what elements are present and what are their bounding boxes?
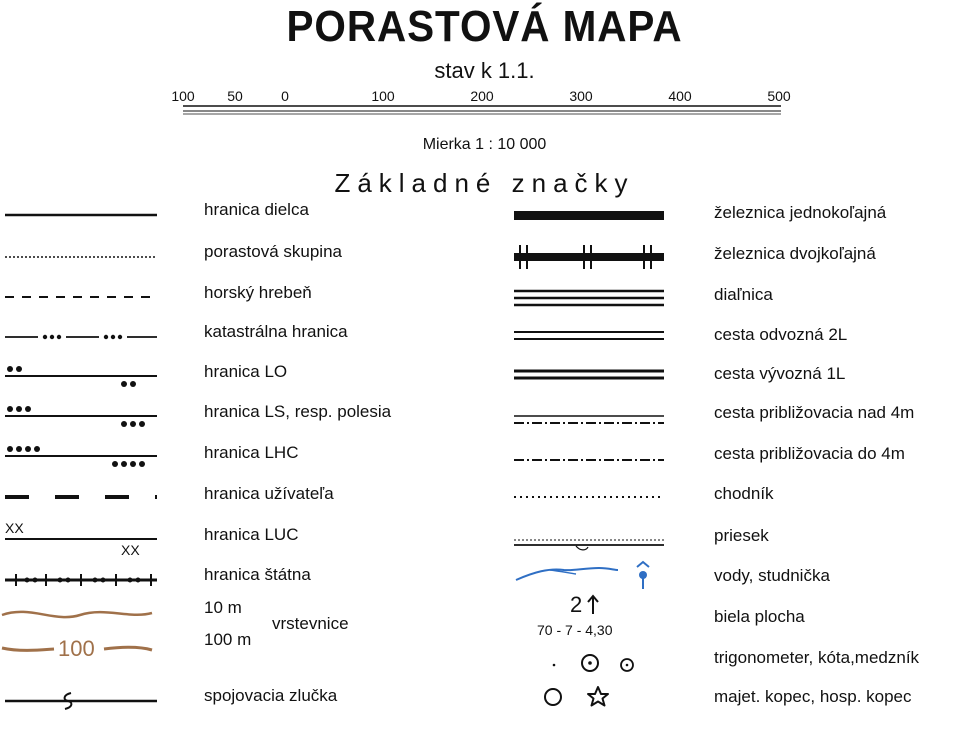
footpath-symbol — [514, 490, 669, 504]
legend-label: cesta približovacia do 4m — [714, 444, 905, 463]
legend-label: majet. kopec, hosp. kopec — [714, 687, 912, 706]
white-area-arrow-icon — [586, 594, 600, 618]
railway-double-symbol — [514, 242, 669, 272]
scale-ratio: Mierka 1 : 10 000 — [422, 136, 547, 153]
luc-mark: XX — [121, 542, 140, 558]
line-xx-symbol — [5, 520, 160, 560]
contour-major-label: 100 m — [204, 630, 252, 649]
legend-label: cesta vývozná 1L — [714, 364, 846, 383]
legend-label: cesta približovacia nad 4m — [714, 403, 915, 422]
line-dotted-symbol — [5, 250, 160, 264]
skid-road-under-4m-symbol — [514, 452, 669, 468]
legend-label: porastová skupina — [204, 242, 342, 261]
highway-symbol — [514, 288, 669, 310]
section-heading: Základné značky — [334, 168, 635, 198]
legend-label: biela plocha — [714, 607, 805, 626]
contour-major-value: 100 — [58, 636, 95, 661]
road-2l-symbol — [514, 328, 669, 344]
scale-tick: 100 — [171, 88, 195, 104]
legend-label: diaľnica — [714, 285, 773, 304]
line-long-dash-symbol — [5, 490, 160, 504]
legend-label: vody, studnička — [714, 566, 830, 585]
well-icon — [632, 560, 654, 592]
legend-label: cesta odvozná 2L — [714, 325, 848, 344]
scale-tick: 0 — [281, 88, 289, 104]
scale-tick: 200 — [470, 88, 494, 104]
mound-symbols — [540, 684, 620, 710]
line-four-dots-symbol — [5, 442, 160, 472]
legend-label: katastrálna hranica — [204, 322, 348, 341]
line-two-dots-symbol — [5, 362, 160, 392]
map-subtitle: stav k 1.1. — [434, 58, 535, 83]
legend-label: železnica dvojkoľajná — [714, 244, 876, 263]
legend-label: hranica LO — [204, 362, 288, 381]
scale-tick: 400 — [668, 88, 692, 104]
scale-tick: 500 — [767, 88, 791, 104]
legend-label: priesek — [714, 526, 769, 545]
graphic-scale — [171, 88, 793, 118]
legend-label: horský hrebeň — [204, 283, 312, 302]
trig-point-symbols — [546, 650, 646, 676]
contour-label: vrstevnice — [272, 614, 349, 633]
scale-tick: 50 — [227, 88, 243, 104]
line-three-dots-symbol — [5, 402, 160, 432]
clearing-symbol — [514, 536, 669, 556]
contour-10m-symbol — [0, 605, 160, 625]
legend-label: hranica LS, resp. polesia — [204, 402, 392, 421]
scale-tick: 100 — [371, 88, 395, 104]
connector-symbol — [5, 690, 160, 712]
line-dash-dot-symbol — [5, 330, 160, 344]
legend-label: hranica štátna — [204, 565, 311, 584]
legend-label: spojovacia zlučka — [204, 686, 338, 705]
scale-tick: 300 — [569, 88, 593, 104]
contour-minor-label: 10 m — [204, 598, 242, 617]
legend-label: hranica LHC — [204, 443, 299, 462]
scale-line — [183, 104, 783, 116]
legend-label: hranica užívateľa — [204, 484, 334, 503]
line-solid-symbol — [5, 208, 160, 222]
white-area-number: 2 — [570, 592, 583, 617]
legend-label: trigonometer, kóta,medzník — [714, 648, 920, 667]
legend-label: hranica dielca — [204, 200, 309, 219]
road-1l-symbol — [514, 367, 669, 383]
line-dashed-symbol — [5, 290, 160, 304]
line-state-border-symbol — [5, 572, 160, 588]
legend-label: chodník — [714, 484, 774, 503]
legend-label: hranica LUC — [204, 525, 299, 544]
luc-mark: XX — [5, 520, 24, 536]
skid-road-over-4m-symbol — [514, 412, 669, 428]
white-area-formula: 70 - 7 - 4,30 — [537, 622, 613, 638]
legend-label: železnica jednokoľajná — [714, 203, 887, 222]
railway-single-symbol — [514, 208, 669, 224]
map-title: PORASTOVÁ MAPA — [286, 2, 683, 51]
